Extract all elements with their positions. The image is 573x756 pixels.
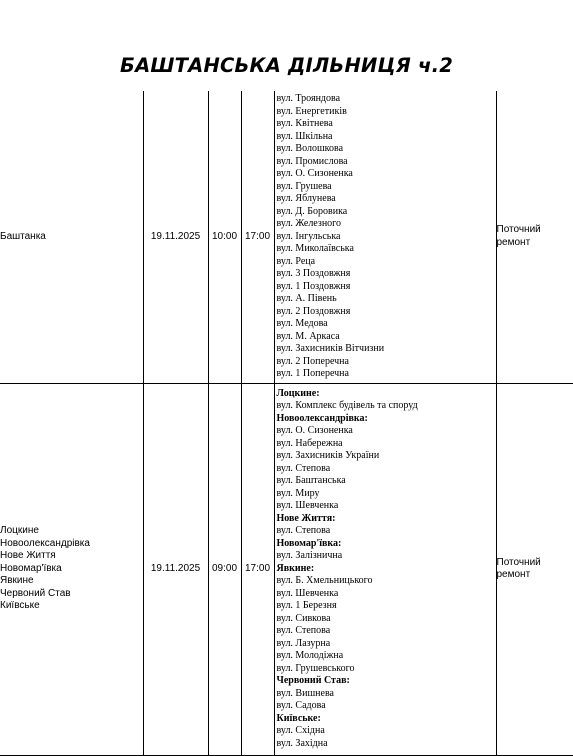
street-name: вул. 1 Поперечна (277, 368, 496, 381)
street-name: вул. Комплекс будівель та споруд (277, 400, 496, 413)
settlement-heading: Новоолександрівка: (277, 413, 496, 426)
settlement-name: Новоолександрівка (0, 538, 143, 551)
street-name: вул. Грушева (277, 181, 496, 194)
work-type-cell (496, 383, 573, 755)
end-time-cell: 17:00 (241, 91, 274, 383)
settlement-heading: Лоцкине: (277, 388, 496, 401)
streets-cell (274, 91, 496, 383)
street-name: вул. 1 Березня (277, 600, 496, 613)
street-name: вул. Молодіжна (277, 650, 496, 663)
street-name: вул. Квітнева (277, 118, 496, 131)
street-name: вул. 2 Поздовжня (277, 306, 496, 319)
street-name: вул. Трояндова (277, 93, 496, 106)
street-name: вул. Баштанська (277, 475, 496, 488)
street-name: вул. А. Півень (277, 293, 496, 306)
date-cell: 19.11.2025 (143, 383, 208, 755)
street-name: вул. Захисників Вітчизни (277, 343, 496, 356)
street-name: вул. 3 Поздовжня (277, 268, 496, 281)
street-name: вул. Степова (277, 525, 496, 538)
street-name: вул. Шевченка (277, 588, 496, 601)
settlement-name: Баштанка (0, 231, 143, 244)
street-name: вул. Набережна (277, 438, 496, 451)
settlement-name: Червоний Став (0, 588, 143, 601)
street-name: вул. Медова (277, 318, 496, 331)
street-name: вул. Грушевського (277, 663, 496, 676)
street-name: вул. М. Аркаса (277, 331, 496, 344)
street-name: вул. 2 Поперечна (277, 356, 496, 369)
street-name: вул. Енергетиків (277, 106, 496, 119)
end-time-cell: 17:00 (241, 383, 274, 755)
street-name: вул. Д. Боровика (277, 206, 496, 219)
street-name: вул. Лазурна (277, 638, 496, 651)
street-name: вул. О. Сизоненка (277, 168, 496, 181)
street-name: вул. Промислова (277, 156, 496, 169)
street-name: вул. Яблунева (277, 193, 496, 206)
table-row (0, 91, 573, 383)
settlement-name: Київське (0, 600, 143, 613)
table-row (0, 383, 573, 755)
settlement-heading: Червоний Став: (277, 675, 496, 688)
work-type-line: Поточний (497, 224, 573, 237)
work-type-line: Поточний (497, 557, 573, 570)
page-title: БАШТАНСЬКА ДІЛЬНИЦЯ ч.2 (0, 53, 573, 79)
start-time-cell: 10:00 (208, 91, 241, 383)
street-name: вул. Шкільна (277, 131, 496, 144)
date-cell: 19.11.2025 (143, 91, 208, 383)
settlement-name: Новомар'ївка (0, 563, 143, 576)
settlement-cell (0, 383, 143, 755)
street-name: вул. Реца (277, 256, 496, 269)
street-name: вул. Вишнева (277, 688, 496, 701)
street-name: вул. О. Сизоненка (277, 425, 496, 438)
settlement-heading: Нове Життя: (277, 513, 496, 526)
settlement-heading: Київське: (277, 713, 496, 726)
street-name: вул. Садова (277, 700, 496, 713)
start-time-cell: 09:00 (208, 383, 241, 755)
settlement-name: Явкине (0, 575, 143, 588)
street-name: вул. Західна (277, 738, 496, 751)
street-name: вул. Інгульська (277, 231, 496, 244)
settlement-name: Лоцкине (0, 525, 143, 538)
street-name: вул. Захисників України (277, 450, 496, 463)
street-name: вул. 1 Поздовжня (277, 281, 496, 294)
street-name: вул. Степова (277, 625, 496, 638)
street-name: вул. Східна (277, 725, 496, 738)
settlement-heading: Новомар'ївка: (277, 538, 496, 551)
work-type-cell (496, 91, 573, 383)
street-name: вул. Миру (277, 488, 496, 501)
street-name: вул. Волошкова (277, 143, 496, 156)
streets-cell (274, 383, 496, 755)
settlement-name: Нове Життя (0, 550, 143, 563)
street-name: вул. Железного (277, 218, 496, 231)
work-type-line: ремонт (497, 237, 573, 250)
street-name: вул. Шевченка (277, 500, 496, 513)
street-name: вул. Степова (277, 463, 496, 476)
outage-schedule-table (0, 91, 573, 756)
settlement-cell (0, 91, 143, 383)
work-type-line: ремонт (497, 569, 573, 582)
street-name: вул. Б. Хмельницького (277, 575, 496, 588)
street-name: вул. Миколаївська (277, 243, 496, 256)
settlement-heading: Явкине: (277, 563, 496, 576)
street-name: вул. Сивкова (277, 613, 496, 626)
street-name: вул. Залізнична (277, 550, 496, 563)
